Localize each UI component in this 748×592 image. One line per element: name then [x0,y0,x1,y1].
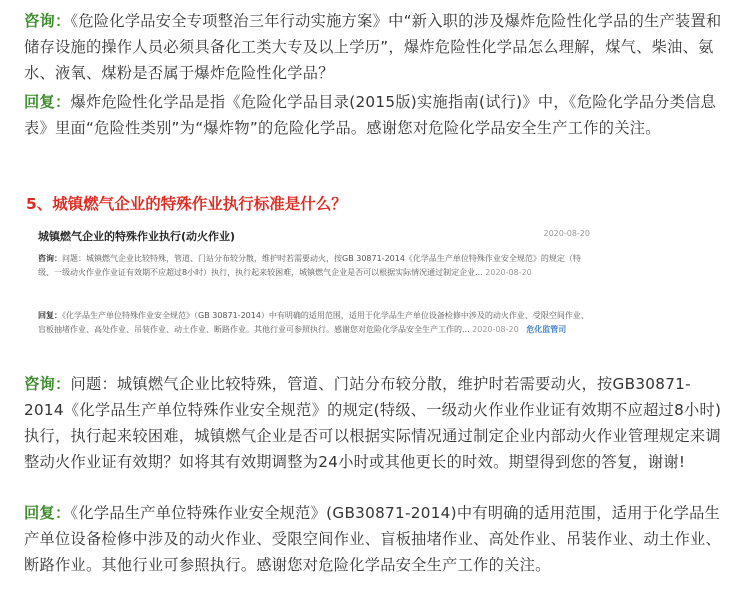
question-text: 《危险化学品安全专项整治三年行动实施方案》中“新入职的涉及爆炸危险性化学品的生产装置和储存设施的操作人员必须具备化工类大专及以上学历”，爆炸危险性化学品怎么理解，煤气、柴油、氨水、液氧、煤粉是否属于爆炸危险性化学品？ [24,12,722,82]
card-question-text: 问题：城镇燃气企业比较特殊，管道、门站分布较分散，维护时若需要动火，按GB 30871-2014《化学品生产单位特殊作业安全规范》的规定（特级、一级动火作业作业证有效期不应超过8小时）执行，执行起来较困难，城镇燃气企业是否可以根据实际情况通过制定企业... [38,254,581,277]
card-reply-text: 《化学品生产单位特殊作业安全规范》（GB 30871-2014）中有明确的适用范围，适用于化学品生产单位设备检修中涉及的动火作业、受限空间作业、盲板抽堵作业、高处作业、吊装作业、动土作业、断路作业。其他行业可参照执行。感谢您对危险化学品安全生产工作的... [38,311,589,334]
card-reply-date: 2020-08-20 [472,325,519,334]
card-reply-org: 危化监管司 [526,325,567,334]
question-text: 问题：城镇燃气企业比较特殊，管道、门站分布较分散，维护时若需要动火，按GB30871-2014《化学品生产单位特殊作业安全规范》的规定(特级、一级动火作业作业证有效期不应超过8小时)执行，执行起来较困难，城镇燃气企业是否可以根据实际情况通过制定企业内部动火作业管理规定来调整动火作业证有效期？如将其有效期调整为24小时或其他更长的时效。期望得到您的答复，谢谢! [24,375,722,471]
reply-label: 回复： [24,93,71,111]
card-question-label: 咨询： [38,254,62,263]
question-paragraph-1 [24,8,724,86]
card-question [38,252,594,280]
reply-text: 《化学品生产单位特殊作业安全规范》(GB30871-2014)中有明确的适用范围，适用于化学品生产单位设备检修中涉及的动火作业、受限空间作业、盲板抽堵作业、高处作业、吊装作业、动土作业、断路作业。其他行业可参照执行。感谢您对危险化学品安全生产工作的关注。 [24,504,721,574]
reply-paragraph-1 [24,89,724,141]
card-question-date: 2020-08-20 [485,268,532,277]
question-paragraph-2 [24,371,724,475]
embedded-screenshot-card [18,222,598,362]
card-reply-label: 回复： [38,311,62,320]
section-heading-5: 5、城镇燃气企业的特殊作业执行标准是什么？ [26,195,347,213]
reply-text: 爆炸危险性化学品是指《危险化学品目录(2015版)实施指南(试行)》中，《危险化学品分类信息表》里面“危险性类别”为“爆炸物”的危险化学品。感谢您对危险化学品安全生产工作的关注。 [24,93,717,137]
question-label: 咨询： [24,12,71,30]
reply-paragraph-2 [24,500,724,578]
card-title: 城镇燃气企业的特殊作业执行(动火作业) [38,230,236,243]
card-date: 2020-08-20 [543,229,590,238]
question-label: 咨询： [24,375,71,393]
reply-label: 回复： [24,504,71,522]
card-reply [38,309,594,337]
